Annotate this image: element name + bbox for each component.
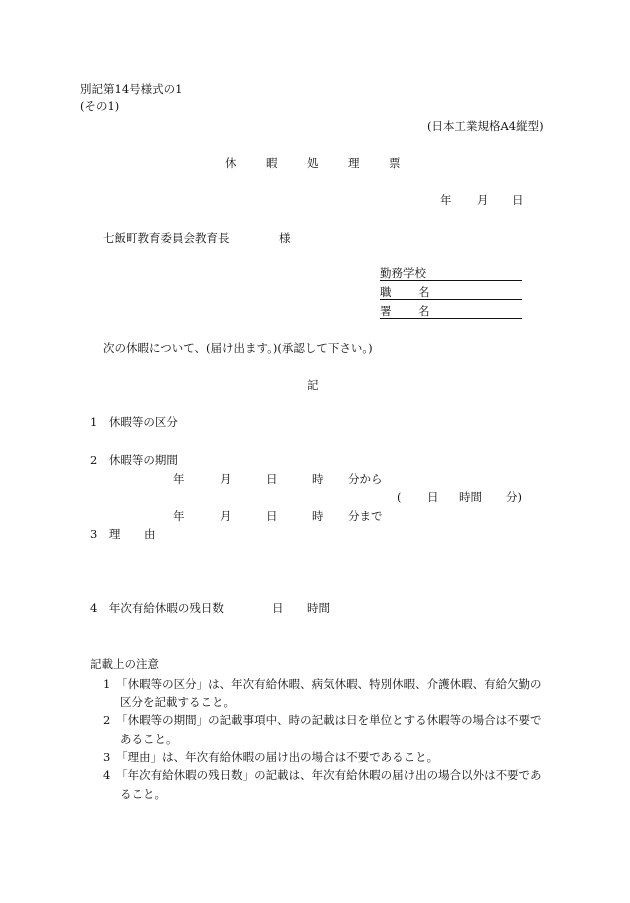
period-total-hours: 時間 bbox=[459, 490, 482, 504]
date-year: 年 bbox=[440, 193, 452, 207]
period-total-open: ( bbox=[397, 490, 402, 504]
notes-heading: 記載上の注意 bbox=[90, 657, 159, 671]
title-char: 票 bbox=[389, 156, 401, 170]
period-to-day: 日 bbox=[266, 509, 278, 523]
item-leave-period: 2 休暇等の期間 bbox=[90, 453, 178, 467]
date-day: 日 bbox=[512, 193, 524, 207]
note-line: 3 「理由」は、年次有給休暇の届け出の場合は不要であること。 bbox=[103, 750, 439, 764]
title-char: 暇 bbox=[266, 156, 278, 170]
form-sub-number: (その1) bbox=[80, 99, 120, 113]
item-reason-char: 由 bbox=[144, 527, 156, 541]
title-char: 休 bbox=[225, 156, 237, 170]
applicant-school-label: 勤務学校 bbox=[380, 266, 426, 280]
note-line: 区分を記載すること。 bbox=[120, 695, 235, 709]
period-from-hour: 時 bbox=[312, 472, 324, 486]
request-statement: 次の休暇について、(届け出ます。)(承認して下さい。) bbox=[103, 341, 373, 355]
addressee-name: 七飯町教育委員会教育長 bbox=[103, 231, 230, 245]
applicant-signature-label: 名 bbox=[418, 304, 430, 318]
form-number: 別記第14号様式の1 bbox=[80, 82, 183, 96]
period-from-minute: 分から bbox=[348, 472, 383, 486]
date-month: 月 bbox=[477, 193, 489, 207]
note-line: あること。 bbox=[120, 732, 178, 746]
item-leave-type: 1 休暇等の区分 bbox=[90, 415, 178, 429]
remaining-days-unit: 日 bbox=[272, 601, 284, 615]
ki-label: 記 bbox=[307, 378, 319, 392]
period-total-days: 日 bbox=[427, 490, 439, 504]
period-to-month: 月 bbox=[220, 509, 232, 523]
remaining-hours-unit: 時間 bbox=[307, 601, 330, 615]
period-to-year: 年 bbox=[173, 509, 185, 523]
note-line: 4 「年次有給休暇の残日数」の記載は、年次有給休暇の届け出の場合以外は不要であ bbox=[103, 768, 542, 782]
title-char: 理 bbox=[348, 156, 360, 170]
item-reason: 3 理 bbox=[90, 527, 121, 541]
note-line: 2 「休暇等の期間」の記載事項中、時の記載は日を単位とする休暇等の場合は不要で bbox=[103, 713, 542, 727]
note-line: 1 「休暇等の区分」は、年次有給休暇、病気休暇、特別休暇、介護休暇、有給欠勤の bbox=[103, 677, 542, 691]
applicant-school-line bbox=[380, 280, 522, 281]
applicant-position-line bbox=[380, 299, 522, 300]
period-to-hour: 時 bbox=[312, 509, 324, 523]
period-from-month: 月 bbox=[220, 472, 232, 486]
addressee-honorific: 様 bbox=[279, 231, 291, 245]
title-char: 処 bbox=[307, 156, 319, 170]
period-total-minutes: 分) bbox=[506, 490, 522, 504]
applicant-position-label: 職 bbox=[380, 285, 392, 299]
applicant-signature-line bbox=[380, 318, 522, 319]
paper-size-note: (日本工業規格A4縦型) bbox=[427, 119, 544, 133]
item-remaining-days: 4 年次有給休暇の残日数 bbox=[90, 601, 224, 615]
period-to-minute: 分まで bbox=[348, 509, 383, 523]
note-line: ること。 bbox=[120, 787, 166, 801]
applicant-signature-label: 署 bbox=[380, 304, 392, 318]
applicant-position-label: 名 bbox=[418, 285, 430, 299]
period-from-year: 年 bbox=[173, 472, 185, 486]
period-from-day: 日 bbox=[266, 472, 278, 486]
